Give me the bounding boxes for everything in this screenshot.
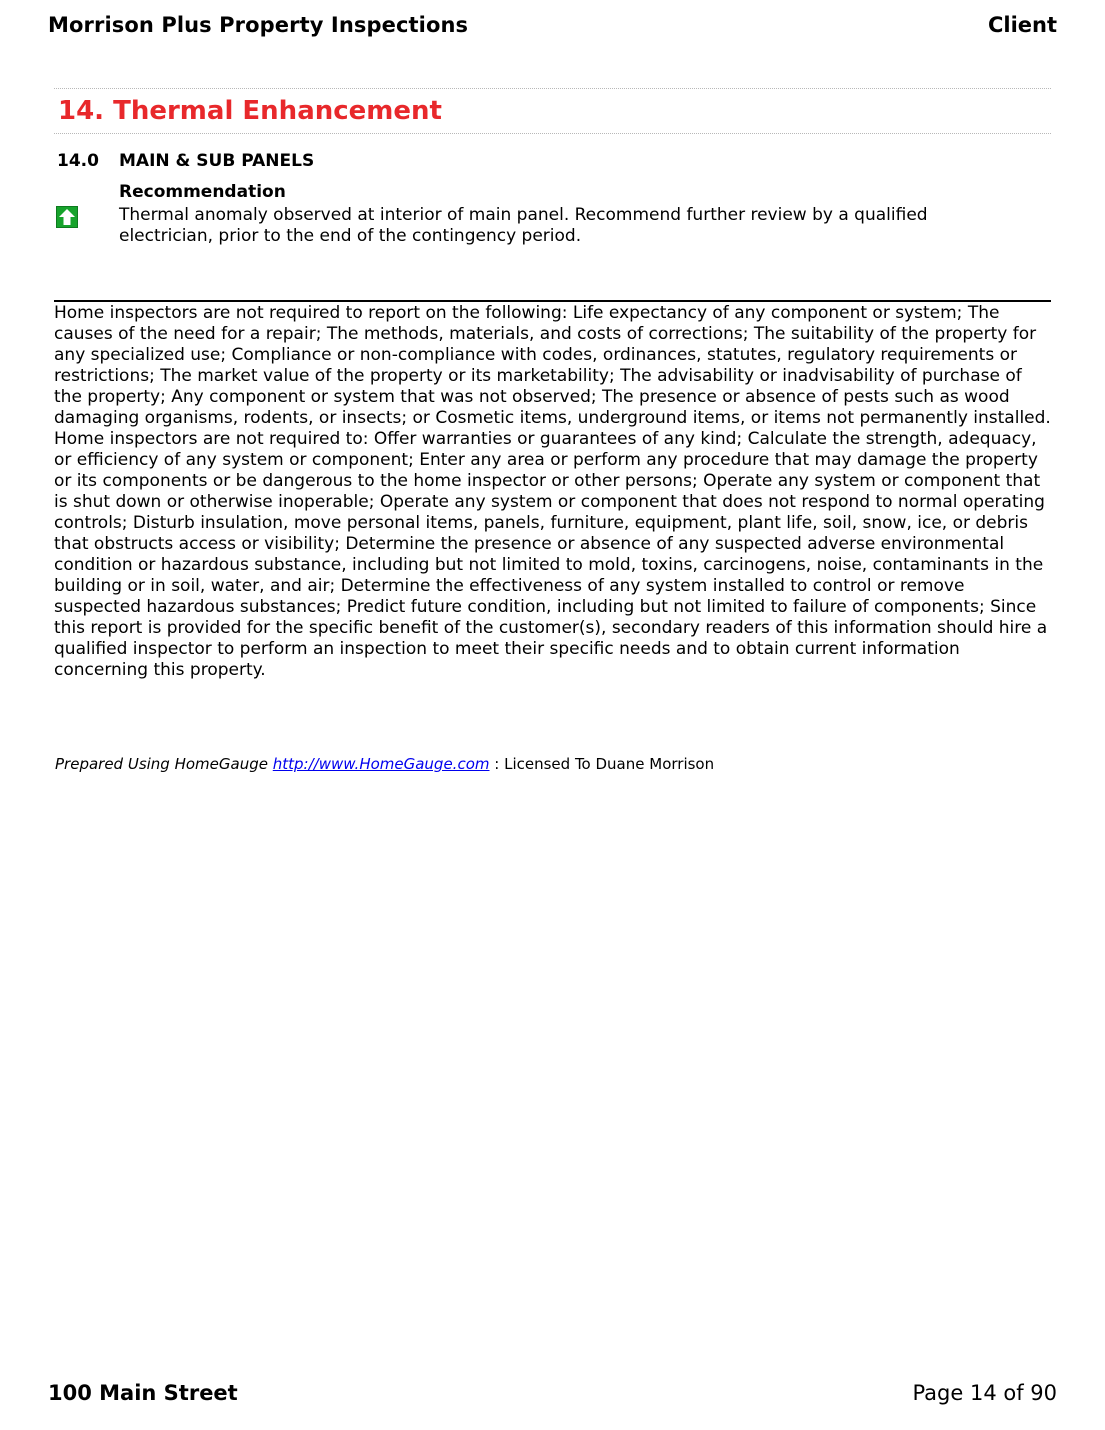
disclaimer-text: Home inspectors are not required to report on the following: Life expectancy of any component or system; The causes of the need for a repair; The methods, materials, and costs of corrections; The suitability of the property for any specialized use; Compliance or non-compliance with codes, ordinances, statutes, regulatory requirements or restrictions; The market value of the property or its marketability; The advisability or inadvisability of purchase of the property; Any component or system that was not observed; The presence or absence of pests such as wood damaging organisms, rodents, or insects; or Cosmetic items, underground items, or items not permanently installed. Home inspectors are not required to: Offer warranties or guarantees of any kind; Calculate the strength, adequacy, or efficiency of any system or component; Enter any area or perform any procedure that may damage the property or its components or be dangerous to the home inspector or other persons; Operate any system or component that is shut down or otherwise inoperable; Operate any system or component that does not respond to normal operating controls; Disturb insulation, move personal items, panels, furniture, equipment, plant life, soil, snow, ice, or debris that obstructs access or visibility; Determine the presence or absence of any suspected adverse environmental condition or hazardous substance, including but not limited to mold, toxins, carcinogens, noise, contaminants in the building or in soil, water, and air; Determine the effectiveness of any system installed to control or remove suspected hazardous substances; Predict future condition, including but not limited to failure of components; Since this report is provided for the specific benefit of the customer(s), secondary readers of this information should hire a qualified inspector to perform an inspection to meet their specific needs and to obtain current information concerning this property.: [54, 300, 1051, 681]
header-client-label: Client: [987, 13, 1057, 37]
header-company-name: Morrison Plus Property Inspections: [48, 13, 469, 37]
prepared-suffix: : Licensed To Duane Morrison: [494, 755, 715, 773]
item-title: MAIN & SUB PANELS: [119, 151, 315, 171]
recommendation-text: Thermal anomaly observed at interior of main panel. Recommend further review by a qualified electrician, prior to the end of the contingency period.: [119, 205, 928, 246]
homegauge-link[interactable]: http://www.HomeGauge.com: [272, 755, 490, 773]
recommendation-label: Recommendation: [119, 182, 286, 202]
footer-page-number: Page 14 of 90: [912, 1381, 1057, 1405]
footer-address: 100 Main Street: [48, 1381, 238, 1405]
section-title: 14. Thermal Enhancement: [58, 96, 442, 126]
section-title-box: [54, 88, 1051, 134]
prepared-prefix: Prepared Using HomeGauge: [55, 755, 268, 773]
item-number: 14.0: [57, 151, 99, 171]
green-up-arrow-icon: [56, 206, 78, 228]
prepared-using-line: [55, 755, 714, 773]
